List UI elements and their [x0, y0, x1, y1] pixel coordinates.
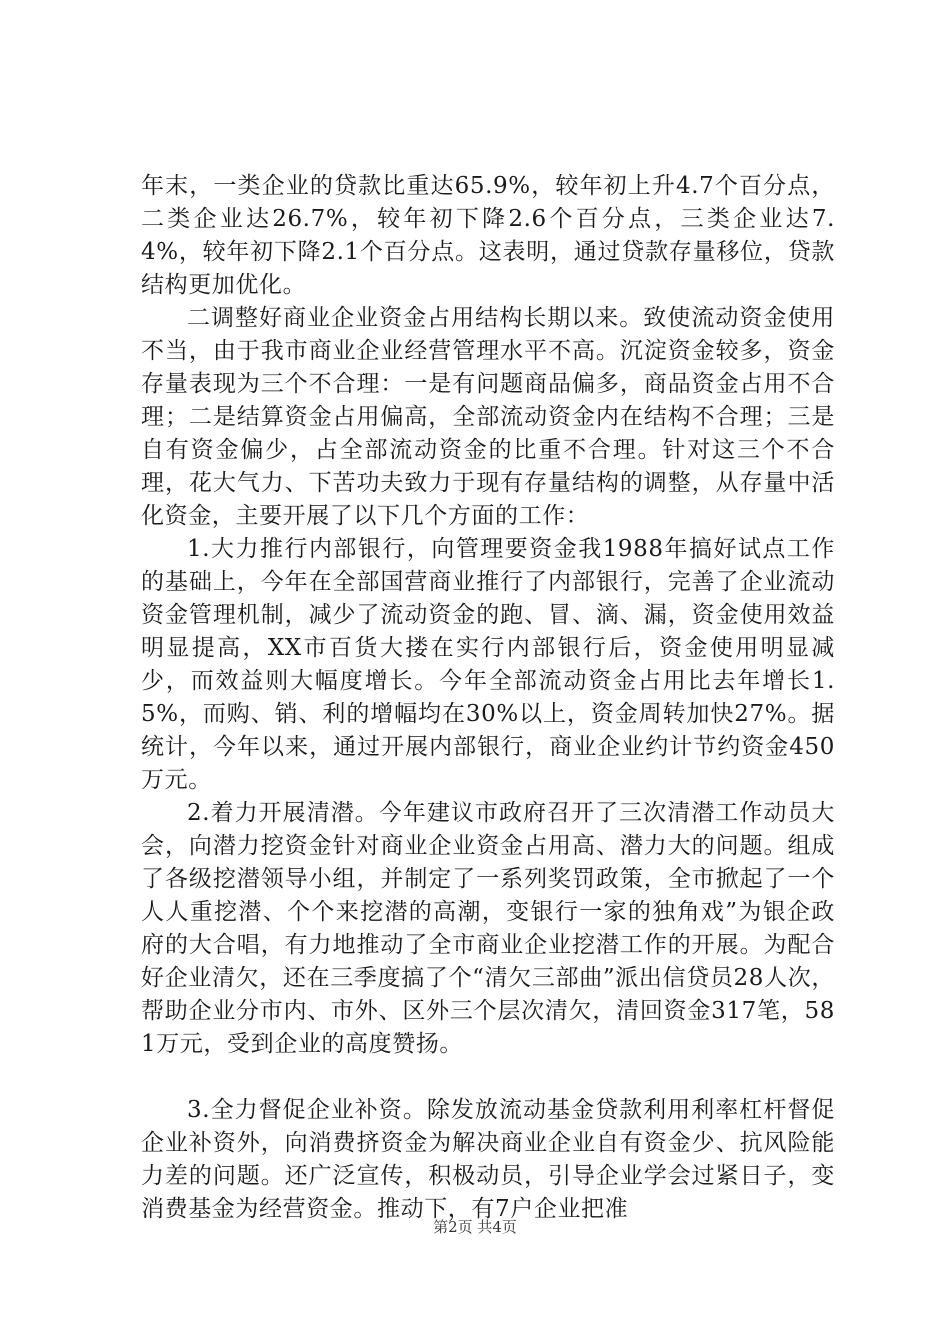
page-footer: 第2页 共4页: [433, 1218, 517, 1236]
paragraph-3: 1.大力推行内部银行，向管理要资金我1988年搞好试点工作的基础上，今年在全部国营商业推行了内部银行，完善了企业流动资金管理机制，减少了流动资金的跑、冒、滴、漏，资金使用效益明显提高，XX市百货大搂在实行内部银行后，资金使用明显减少，而效益则大幅度增长。今年全部流动资金占用比去年增长1.5%，而购、销、利的增幅均在30%以上，资金周转加快27%。据统计，今年以来，通过开展内部银行，商业企业约计节约资金450万元。: [141, 536, 835, 793]
paragraph-gap: [141, 1061, 835, 1094]
paragraph-5: 3.全力督促企业补资。除发放流动基金贷款利用利率杠杆督促企业补资外，向消费挤资金为解决商业企业自有资金少、抗风险能力差的问题。还广泛宣传，积极动员，引导企业学会过紧日子，变消费基金为经营资金。推动下，有7户企业把准: [141, 1097, 835, 1222]
paragraph-2: 二调整好商业企业资金占用结构长期以来。致使流动资金使用不当，由于我市商业企业经营管理水平不高。沉淀资金较多，资金存量表现为三个不合理：一是有问题商品偏多，商品资金占用不合理；二是结算资金占用偏高，全部流动资金内在结构不合理；三是自有资金偏少，占全部流动资金的比重不合理。针对这三个不合理，花大气力、下苦功夫致力于现有存量结构的调整，从存量中活化资金，主要开展了以下几个方面的工作：: [141, 305, 835, 529]
paragraph-4: 2.着力开展清潜。今年建议市政府召开了三次清潜工作动员大会，向潜力挖资金针对商业企业资金占用高、潜力大的问题。组成了各级挖潜领导小组，并制定了一系列奖罚政策，全市掀起了一个人人重挖潜、个个来挖潜的高潮，变银行一家的独角戏”为银企政府的大合唱，有力地推动了全市商业企业挖潜工作的开展。为配合好企业清欠，还在三季度搞了个“清欠三部曲”派出信贷员28人次，帮助企业分市内、市外、区外三个层次清欠，清回资金317笔，581万元，受到企业的高度赞扬。: [141, 800, 835, 1057]
paragraph-1: 年末，一类企业的贷款比重达65.9%，较年初上升4.7个百分点，二类企业达26.7%，较年初下降2.6个百分点，三类企业达7.4%，较年初下降2.1个百分点。这表明，通过贷款存量移位，贷款结构更加优化。: [141, 173, 835, 298]
document-body: [141, 170, 835, 1226]
